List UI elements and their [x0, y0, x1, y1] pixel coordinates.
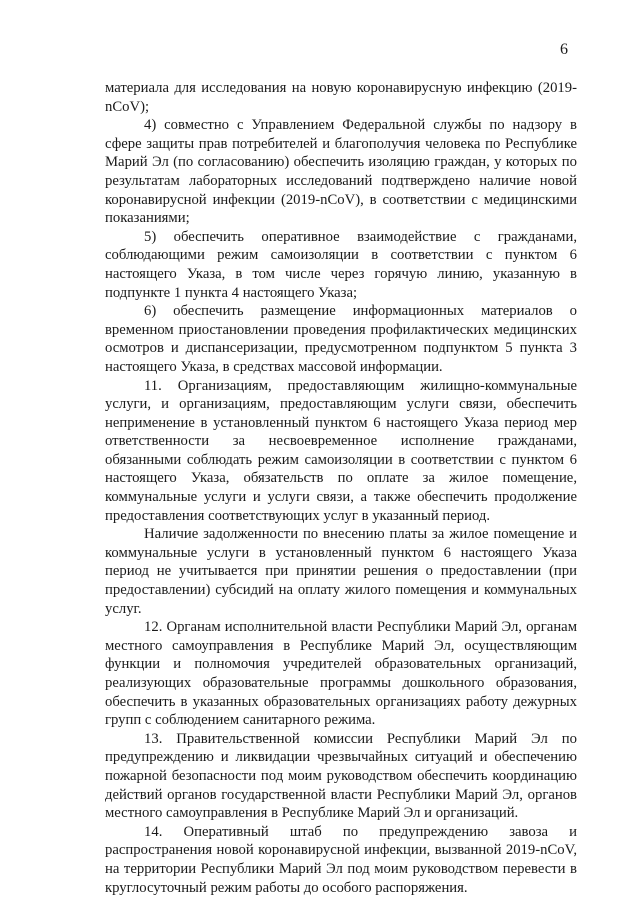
paragraph-item-12: 12. Органам исполнительной власти Республики Марий Эл, органам местного самоуправления в Республике Марий Эл, осуществляющим функции и полномочия учредителей образовательных организаций, реализующих образовательные программы дошкольного образования, обеспечить в указанных образовательных организациях работу дежурных групп с соблюдением санитарного режима. [105, 619, 577, 729]
paragraph-subitem-6: 6) обеспечить размещение информационных материалов о временном приостановлении проведения профилактических медицинских осмотров и диспансеризации, предусмотренном подпунктом 5 пункта 3 настоящего Указа, в средствах массовой информации. [105, 303, 577, 375]
paragraph-item-11-debt: Наличие задолженности по внесению платы за жилое помещение и коммунальные услуги в установленный пунктом 6 настоящего Указа период не учитывается при принятии решения о предоставлении (при предоставлении) субсидий на оплату жилого помещения и коммунальных услуг. [105, 526, 577, 617]
paragraph-subitem-5: 5) обеспечить оперативное взаимодействие с гражданами, соблюдающими режим самоизоляции в соответствии с пунктом 6 настоящего Указа, в том числе через горячую линию, указанную в подпункте 1 пункта 4 настоящего Указа; [105, 228, 577, 301]
paragraph-item-11: 11. Организациям, предоставляющим жилищно-коммунальные услуги, и организациям, предоставляющим услуги связи, обеспечить неприменение в установленный пунктом 6 настоящего Указа период мер ответственности за несвоевременное исполнение гражданами, обязанными соблюдать режим самоизоляции в соответствии с пунктом 6 настоящего Указа, обязательств по оплате за жилое помещение, коммунальные услуги и услуги связи, а также обеспечить продолжение предоставления соответствующих услуг в указанный период. [105, 377, 577, 524]
paragraph-subitem-4: 4) совместно с Управлением Федеральной службы по надзору в сфере защиты прав потребителей и благополучия человека по Республике Марий Эл (по согласованию) обеспечить изоляцию граждан, у которых по результатам лабораторных исследований подтверждено наличие новой коронавирусной инфекции (2019-nCoV), в соответствии с медицинскими показаниями; [105, 117, 577, 227]
paragraph-continuation: материала для исследования на новую коронавирусную инфекцию (2019-nCoV); [105, 80, 577, 115]
paragraph-item-14: 14. Оперативный штаб по предупреждению завоза и распространения новой коронавирусной инфекции, вызванной 2019-nCoV, на территории Республики Марий Эл под моим руководством перевести в круглосуточный режим работы до особого распоряжения. [105, 823, 577, 896]
paragraph-item-13: 13. Правительственной комиссии Республики Марий Эл по предупреждению и ликвидации чрезвычайных ситуаций и обеспечению пожарной безопасности под моим руководством обеспечить координацию действий органов государственной власти Республики Марий Эл, органов местного самоуправления в Республике Марий Эл и организаций. [105, 730, 577, 822]
document-body [105, 79, 577, 897]
page-number: 6 [560, 41, 568, 58]
